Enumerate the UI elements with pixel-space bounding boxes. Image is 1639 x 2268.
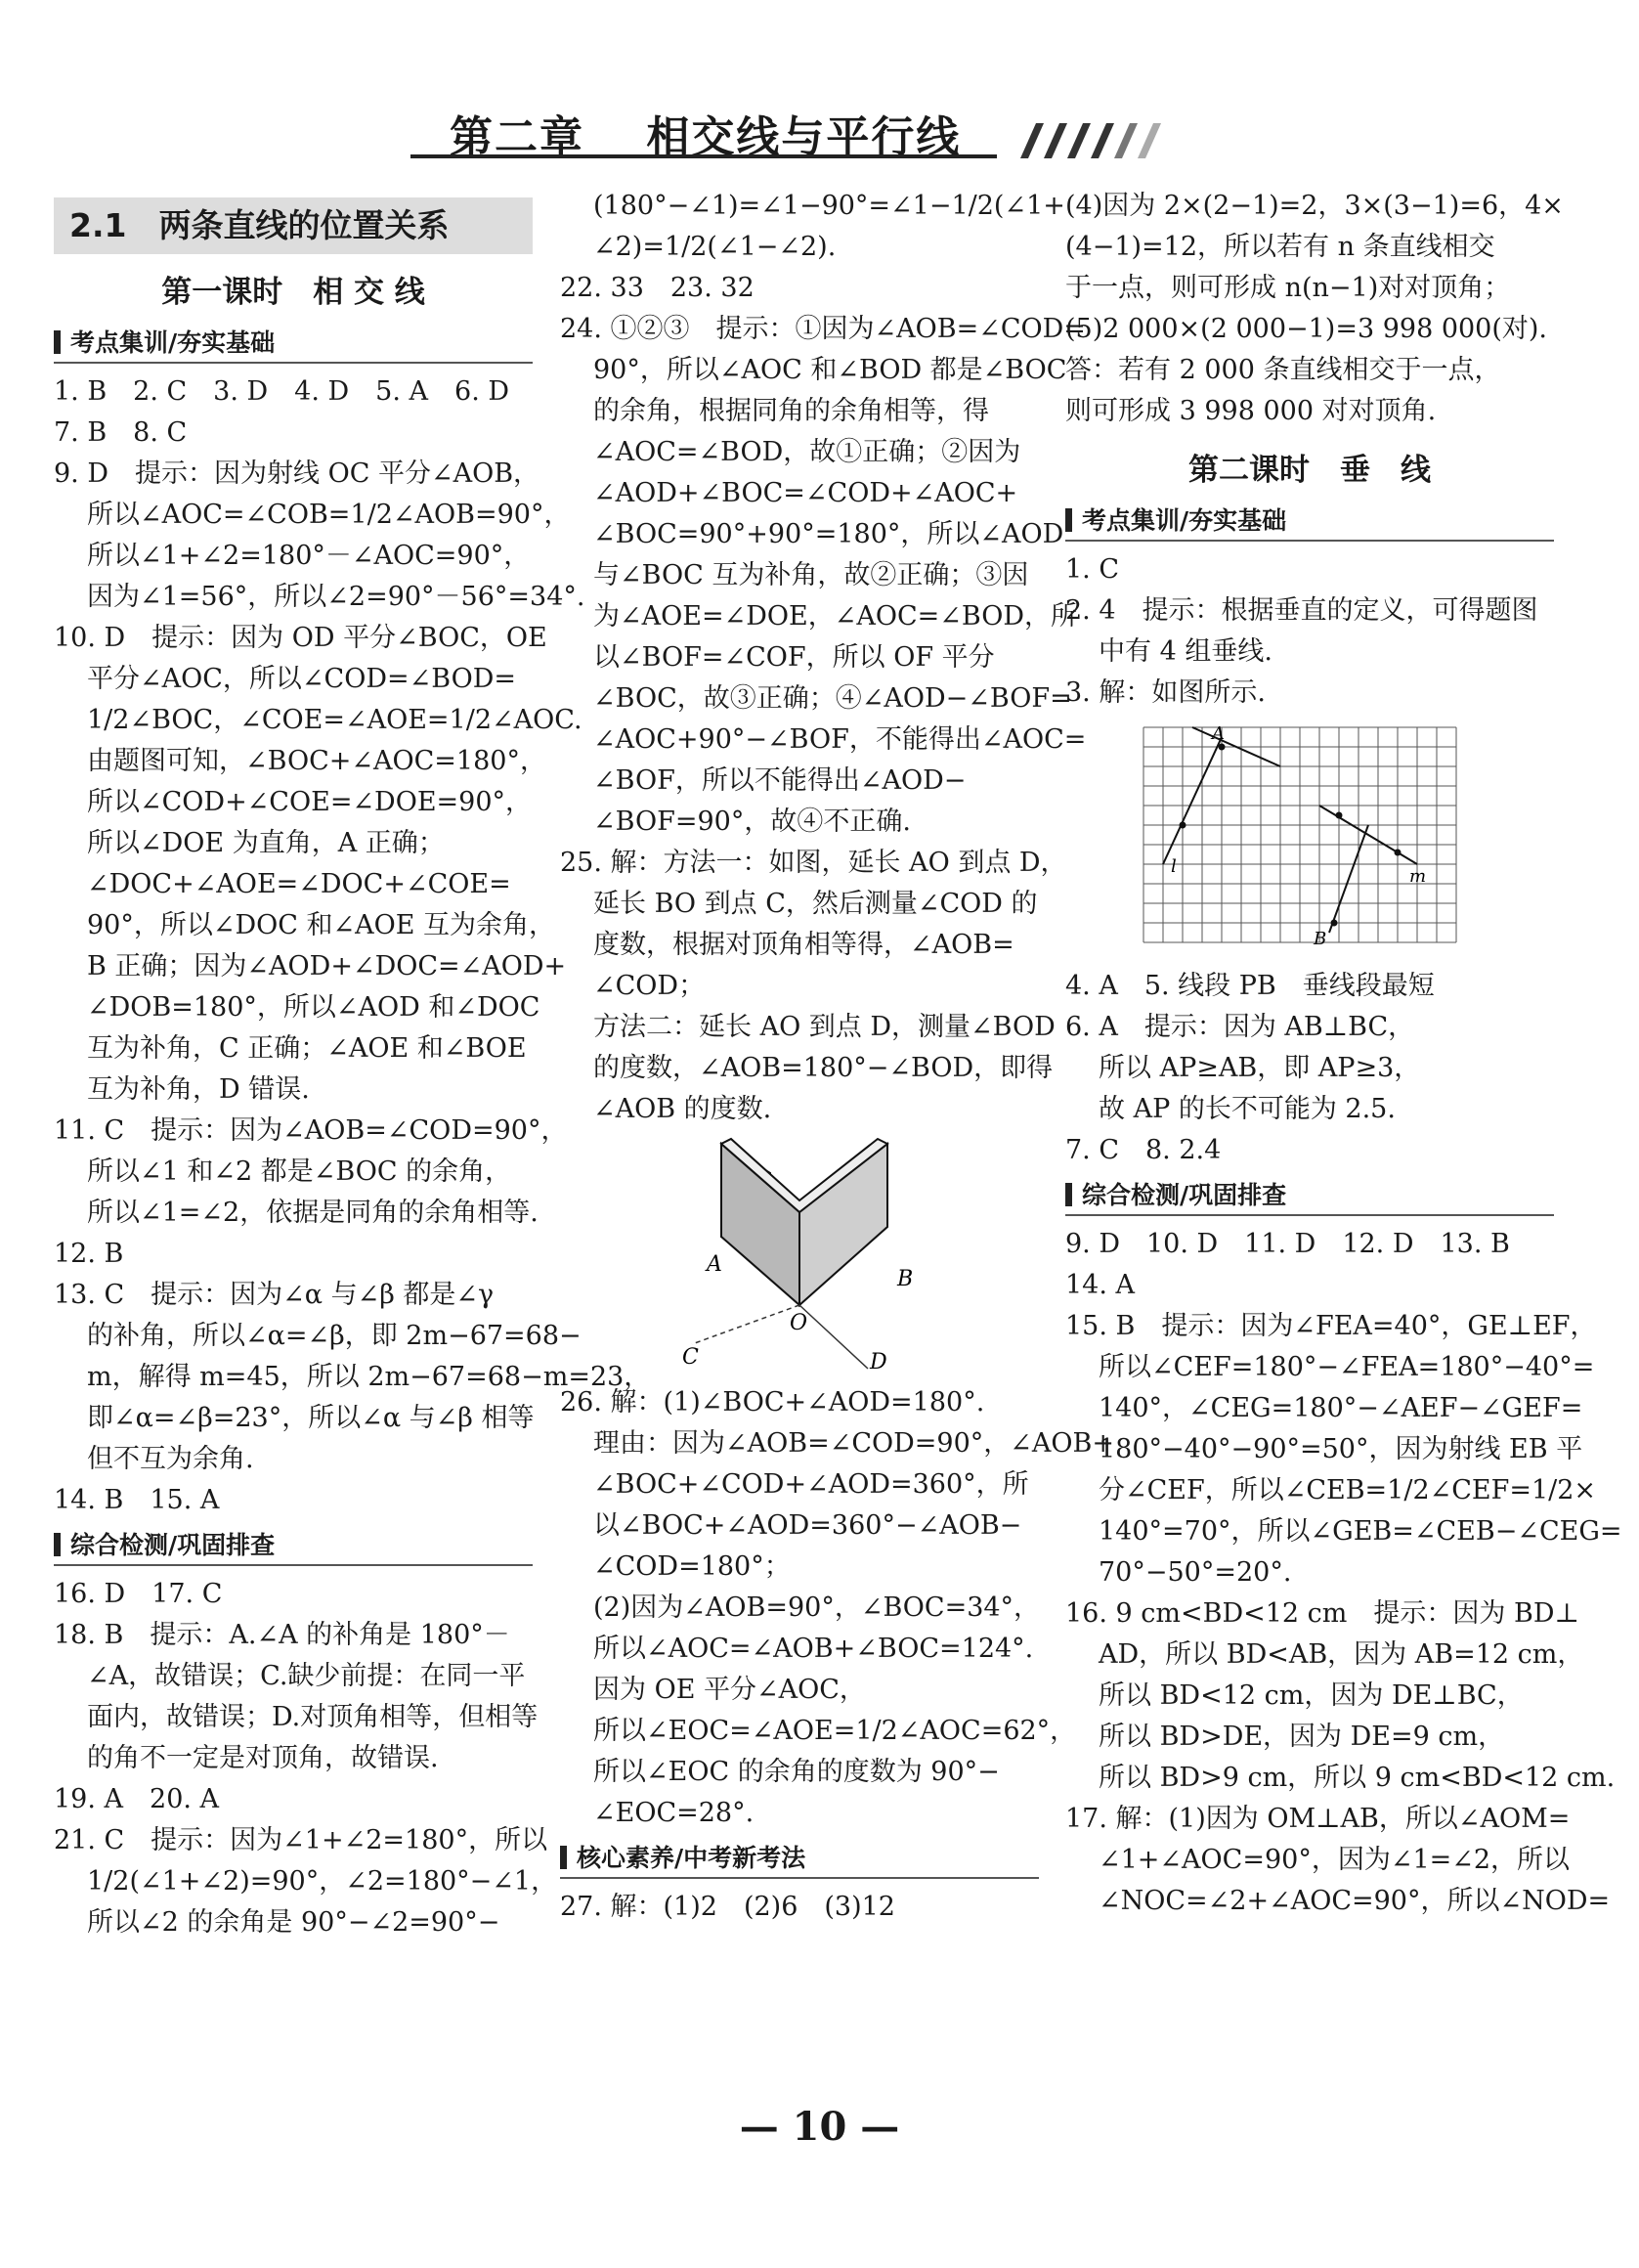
point-a	[1219, 744, 1226, 751]
book-angle-figure	[653, 1134, 946, 1378]
answer-line: 所以 AP≥AB，即 AP≥3，	[1099, 1053, 1421, 1083]
bar-label: 核心素养/中考新考法	[577, 1844, 806, 1872]
answer-line: AD，所以 BD<AB，因为 AB=12 cm，	[1099, 1639, 1584, 1670]
answer-line: 19. A 20. A	[54, 1784, 220, 1814]
answer-line: ∠AOD+∠BOC=∠COD+∠AOC+	[593, 478, 1018, 508]
answer-line: 的角不一定是对顶角，故错误.	[87, 1743, 439, 1773]
label-b: B	[897, 1267, 914, 1291]
answer-line: 于一点，则可形成 n(n−1)对对顶角；	[1065, 273, 1511, 303]
answer-line: ∠BOC=90°+90°=180°，所以∠AOD	[593, 519, 1064, 549]
answer-line: B 正确；因为∠AOD+∠DOC=∠AOD+	[87, 951, 567, 981]
header-rule	[410, 154, 997, 158]
point-l	[1180, 822, 1186, 829]
answer-line: 所以∠CEF=180°−∠FEA=180°−40°=	[1099, 1352, 1595, 1382]
answer-line: 但不互为余角.	[87, 1444, 254, 1474]
answer-line: 所以∠COD+∠COE=∠DOE=90°，	[87, 787, 533, 817]
answer-list	[1065, 966, 1554, 1171]
bar-marker-icon	[560, 1846, 567, 1869]
bar-label: 综合检测/巩固排查	[70, 1531, 276, 1559]
line-m	[1319, 806, 1417, 864]
answer-line: 9. D 10. D 11. D 12. D 13. B	[1065, 1229, 1510, 1259]
answer-line: ∠BOC+∠COD+∠AOD=360°，所	[593, 1469, 1029, 1500]
answer-line: 以∠BOF=∠COF，所以 OF 平分	[593, 642, 995, 673]
answer-line: 180°−40°−90°=50°，因为射线 EB 平	[1099, 1434, 1583, 1464]
answer-line: 90°，所以∠AOC 和∠BOD 都是∠BOC	[593, 355, 1067, 385]
answer-line: 所以∠1 和∠2 都是∠BOC 的余角，	[87, 1156, 512, 1187]
answer-line: 理由：因为∠AOB=∠COD=90°，∠AOB+	[593, 1428, 1114, 1459]
answer-line: 延长 BO 到点 C，然后测量∠COD 的	[593, 889, 1038, 919]
answer-line: 13. C 提示：因为∠α 与∠β 都是∠γ	[54, 1280, 495, 1310]
answer-line: 所以 BD>9 cm，所以 9 cm<BD<12 cm.	[1099, 1763, 1616, 1793]
label-c: C	[682, 1345, 699, 1370]
bar-label: 考点集训/夯实基础	[70, 328, 276, 357]
answer-line: ∠BOC，故③正确；④∠AOD−∠BOF=	[593, 683, 1072, 714]
page-number: — 10 —	[739, 2104, 900, 2150]
answer-line: 互为补角，D 错误.	[87, 1074, 310, 1105]
answer-line: (5)2 000×(2 000−1)=3 998 000(对).	[1065, 314, 1548, 344]
answer-line: 90°，所以∠DOC 和∠AOE 互为余角，	[87, 910, 556, 940]
answer-line: 所以∠1=∠2，依据是同角的余角相等.	[87, 1198, 539, 1228]
answer-line: ∠EOC=28°.	[593, 1798, 755, 1828]
section-bar	[54, 325, 533, 364]
answer-line: 所以 BD<12 cm，因为 DE⊥BC，	[1099, 1680, 1524, 1711]
answer-line: 与∠BOC 互为补角，故②正确；③因	[593, 560, 1029, 590]
answer-line: ∠A，故错误；C.缺少前提：在同一平	[87, 1661, 526, 1691]
answer-line: 面内，故错误；D.对顶角相等，但相等	[87, 1702, 539, 1732]
section-title: 2.1 两条直线的位置关系	[54, 197, 533, 254]
answer-line: 方法二：延长 AO 到点 D，测量∠BOD	[593, 1012, 1056, 1042]
column-left	[54, 186, 651, 1943]
answer-line: 平分∠AOC，所以∠COD=∠BOD=	[87, 664, 516, 694]
label-d: D	[870, 1350, 887, 1374]
answer-line: ∠COD=180°；	[593, 1551, 791, 1582]
perp-from-b	[1329, 825, 1368, 933]
answer-line: 16. 9 cm<BD<12 cm 提示：因为 BD⊥	[1065, 1598, 1579, 1629]
answer-line: 3. 解：如图所示.	[1065, 677, 1266, 708]
chapter-header	[0, 94, 1639, 172]
label-a: A	[1212, 723, 1225, 744]
lesson-title: 第二课时 垂 线	[1188, 453, 1431, 488]
answer-line: ∠BOF，所以不能得出∠AOD−	[593, 765, 967, 796]
answer-line: 以∠BOC+∠AOD=360°−∠AOB−	[593, 1510, 1022, 1541]
label-l: l	[1171, 856, 1177, 877]
lesson-title: 第一课时 相 交 线	[161, 275, 425, 310]
answer-line: ∠COD；	[593, 971, 706, 1001]
label-b: B	[1314, 929, 1327, 949]
answer-line: ∠AOC=∠BOD，故①正确；②因为	[593, 437, 1021, 467]
answer-line: 因为 OE 平分∠AOC，	[593, 1675, 866, 1705]
label-a: A	[707, 1252, 722, 1277]
point-b	[1331, 920, 1338, 927]
bar-label: 考点集训/夯实基础	[1082, 506, 1287, 535]
answer-line: 11. C 提示：因为∠AOB=∠COD=90°，	[54, 1115, 568, 1146]
point-m1	[1336, 812, 1343, 819]
answer-line: 22. 33 23. 32	[560, 273, 755, 303]
answer-line: (4)因为 2×(2−1)=2，3×(3−1)=6，4×	[1065, 191, 1564, 221]
answer-line: 所以 BD>DE，因为 DE=9 cm，	[1099, 1722, 1505, 1752]
chapter-name: 相交线与平行线	[646, 112, 962, 162]
answer-list	[560, 1382, 1114, 1834]
answer-line: 140°，∠CEG=180°−∠AEF−∠GEF=	[1099, 1393, 1583, 1423]
label-m: m	[1409, 866, 1427, 887]
answer-line: 所以∠1+∠2=180°－∠AOC=90°，	[87, 541, 531, 571]
decorative-slashes-icon	[1007, 123, 1173, 158]
section-bar	[54, 1527, 533, 1566]
answer-line: (2)因为∠AOB=90°，∠BOC=34°，	[593, 1592, 1041, 1623]
answer-line: 分∠CEF，所以∠CEB=1/2∠CEF=1/2×	[1099, 1475, 1597, 1505]
bar-marker-icon	[54, 330, 61, 354]
answer-list	[1065, 1224, 1622, 1922]
answer-line: ∠DOC+∠AOE=∠DOC+∠COE=	[87, 869, 511, 899]
label-o: O	[790, 1311, 808, 1335]
answer-line: 2. 4 提示：根据垂直的定义，可得题图	[1065, 595, 1538, 626]
answer-line: 的余角，根据同角的余角相等，得	[593, 396, 989, 426]
answer-line: 25. 解：方法一：如图，延长 AO 到点 D，	[560, 848, 1067, 878]
answer-line: 7. B 8. C	[54, 417, 188, 448]
answer-line: ∠2)=1/2(∠1−∠2).	[593, 232, 837, 262]
answer-line: 17. 解：(1)因为 OM⊥AB，所以∠AOM=	[1065, 1804, 1571, 1834]
answer-line: ∠NOC=∠2+∠AOC=90°，所以∠NOD=	[1099, 1886, 1611, 1916]
column-right	[1065, 186, 1622, 1922]
answer-line: 为∠AOE=∠DOE，∠AOC=∠BOD，所	[593, 601, 1077, 632]
bar-marker-icon	[1065, 508, 1072, 532]
answer-line: 4. A 5. 线段 PB 垂线段最短	[1065, 971, 1435, 1001]
answer-line: 14. A	[1065, 1270, 1136, 1300]
answer-line: 1/2∠BOC，∠COE=∠AOE=1/2∠AOC.	[87, 705, 582, 735]
answer-line: 24. ①②③ 提示：①因为∠AOB=∠COD=	[560, 314, 1086, 344]
answer-line: 140°=70°，所以∠GEB=∠CEB−∠CEG=	[1099, 1516, 1622, 1547]
answer-line: 所以∠DOE 为直角，A 正确；	[87, 828, 445, 858]
answer-line: 26. 解：(1)∠BOC+∠AOD=180°.	[560, 1387, 985, 1418]
answer-line: ∠AOC+90°−∠BOF，不能得出∠AOC=	[593, 724, 1087, 755]
answer-line: 9. D 提示：因为射线 OC 平分∠AOB，	[54, 458, 540, 489]
answer-line: 1/2(∠1+∠2)=90°，∠2=180°−∠1，	[87, 1866, 558, 1897]
answer-line: 答：若有 2 000 条直线相交于一点，	[1065, 355, 1501, 385]
answer-line: 7. C 8. 2.4	[1065, 1135, 1222, 1165]
section-bar	[560, 1840, 1039, 1879]
ray-od	[799, 1305, 868, 1369]
answer-line: 所以∠EOC 的余角的度数为 90°−	[593, 1757, 1000, 1787]
answer-line: 所以∠EOC=∠AOE=1/2∠AOC=62°，	[593, 1716, 1077, 1746]
answer-line: m，解得 m=45，所以 2m−67=68−m=23，	[87, 1362, 651, 1392]
answer-list	[560, 186, 1087, 1130]
answer-list	[1065, 186, 1564, 432]
answer-line: 则可形成 3 998 000 对对顶角.	[1065, 396, 1437, 426]
answer-line: 中有 4 组垂线.	[1099, 636, 1272, 667]
chapter-number: 第二章	[450, 112, 584, 162]
answer-line: 16. D 17. C	[54, 1579, 223, 1609]
answer-line: 10. D 提示：因为 OD 平分∠BOC，OE	[54, 623, 547, 653]
answer-line: 70°−50°=20°.	[1099, 1557, 1292, 1588]
point-m2	[1395, 850, 1402, 856]
bar-label: 综合检测/巩固排查	[1082, 1181, 1287, 1209]
answer-line: 即∠α=∠β=23°，所以∠α 与∠β 相等	[87, 1403, 535, 1433]
answer-line: 因为∠1=56°，所以∠2=90°－56°=34°.	[87, 582, 585, 612]
answer-line: ∠BOF=90°，故④不正确.	[593, 807, 911, 837]
answer-line: 由题图可知，∠BOC+∠AOC=180°，	[87, 746, 546, 776]
section-bar	[1065, 1177, 1554, 1216]
grid-perpendicular-figure	[1134, 718, 1466, 962]
bar-marker-icon	[1065, 1183, 1072, 1206]
answer-line: 1. C	[1065, 554, 1120, 585]
section-bar	[1065, 502, 1554, 542]
answer-list	[1065, 549, 1554, 714]
answer-line: 的度数，∠AOB=180°−∠BOD，即得	[593, 1053, 1054, 1083]
answer-line: 21. C 提示：因为∠1+∠2=180°，所以	[54, 1825, 548, 1855]
answer-line: 的补角，所以∠α=∠β，即 2m−67=68−	[87, 1321, 582, 1351]
answer-line: 所以∠AOC=∠AOB+∠BOC=124°.	[593, 1634, 1034, 1664]
answer-line: (180°−∠1)=∠1−90°=∠1−1/2(∠1+	[593, 191, 1065, 221]
answer-line: 互为补角，C 正确；∠AOE 和∠BOE	[87, 1033, 527, 1064]
answer-line: 6. A 提示：因为 AB⊥BC，	[1065, 1012, 1415, 1042]
answer-line: 故 AP 的长不可能为 2.5.	[1099, 1094, 1396, 1124]
answer-line: ∠DOB=180°，所以∠AOD 和∠DOC	[87, 992, 540, 1023]
answer-line: ∠AOB 的度数.	[593, 1094, 772, 1124]
answer-line: 所以∠AOC=∠COB=1/2∠AOB=90°，	[87, 500, 571, 530]
ray-oc	[692, 1305, 799, 1344]
answer-line: 1. B 2. C 3. D 4. D 5. A 6. D	[54, 376, 510, 407]
answer-line: 所以∠2 的余角是 90°−∠2=90°−	[87, 1907, 500, 1938]
answer-line: 14. B 15. A	[54, 1485, 220, 1515]
answer-line: 度数，根据对顶角相等得，∠AOB=	[593, 930, 1014, 960]
answer-line: 15. B 提示：因为∠FEA=40°，GE⊥EF，	[1065, 1311, 1597, 1341]
answer-line: 12. B	[54, 1239, 124, 1269]
answer-line: 18. B 提示：A.∠A 的补角是 180°－	[54, 1620, 510, 1650]
answer-line: (4−1)=12，所以若有 n 条直线相交	[1065, 232, 1495, 262]
answer-line: ∠1+∠AOC=90°，因为∠1=∠2，所以	[1099, 1845, 1571, 1875]
bar-marker-icon	[54, 1533, 61, 1556]
answer-line: 27. 解：(1)2 (2)6 (3)12	[560, 1892, 895, 1922]
answer-list	[54, 371, 651, 1521]
answer-list	[54, 1574, 558, 1943]
